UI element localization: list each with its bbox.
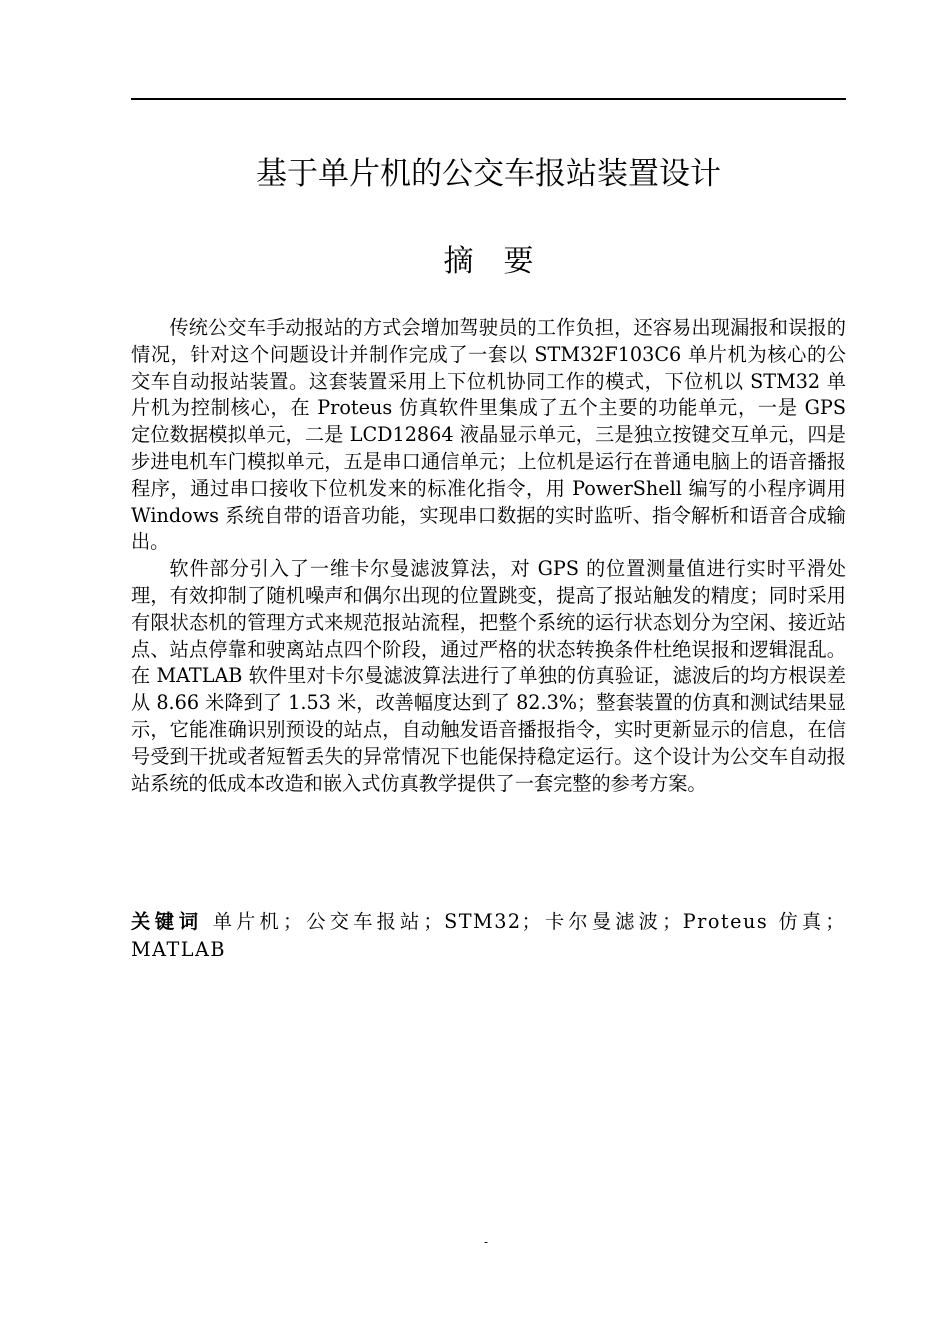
keywords-line (131, 908, 846, 964)
abstract-paragraph: 软件部分引入了一维卡尔曼滤波算法，对 GPS 的位置测量值进行实时平滑处理，有效抑制了随机噪声和偶尔出现的位置跳变，提高了报站触发的精度；同时采用有限状态机的管理方式来规范报站流程，把整个系统的运行状态划分为空闲、接近站点、站点停靠和驶离站点四个阶段，通过严格的状态转换条件杜绝误报和逻辑混乱。在 MATLAB 软件里对卡尔曼滤波算法进行了单独的仿真验证，滤波后的均方根误差从 8.66 米降到了 1.53 米，改善幅度达到了 82.3%；整套装置的仿真和测试结果显示，它能准确识别预设的站点，自动触发语音播报指令，实时更新显示的信息，在信号受到干扰或者短暂丢失的异常情况下也能保持稳定运行。这个设计为公交车自动报站系统的低成本改造和嵌入式仿真教学提供了一套完整的参考方案。 (131, 557, 846, 795)
abstract-body (131, 315, 846, 797)
page-mark: - (483, 1235, 489, 1249)
header-rule (131, 98, 846, 100)
keywords-list: 单片机；公交车报站；STM32；卡尔曼滤波；Proteus 仿真；MATLAB (131, 910, 846, 961)
document-title: 基于单片机的公交车报站装置设计 (256, 156, 721, 192)
abstract-paragraph: 传统公交车手动报站的方式会增加驾驶员的工作负担，还容易出现漏报和误报的情况，针对这个问题设计并制作完成了一套以 STM32F103C6 单片机为核心的公交车自动报站装置。这套装置采用上下位机协同工作的模式，下位机以 STM32 单片机为控制核心，在 Proteus 仿真软件里集成了五个主要的功能单元，一是 GPS 定位数据模拟单元，二是 LCD12864 液晶显示单元，三是独立按键交互单元，四是步进电机车门模拟单元，五是串口通信单元；上位机是运行在普通电脑上的语音播报程序，通过串口接收下位机发来的标准化指令，用 PowerShell 编写的小程序调用 Windows 系统自带的语音功能，实现串口数据的实时监听、指令解析和语音合成输出。 (131, 316, 846, 554)
abstract-heading: 摘要 (443, 244, 564, 279)
keywords-label: 关键词 (131, 910, 203, 933)
